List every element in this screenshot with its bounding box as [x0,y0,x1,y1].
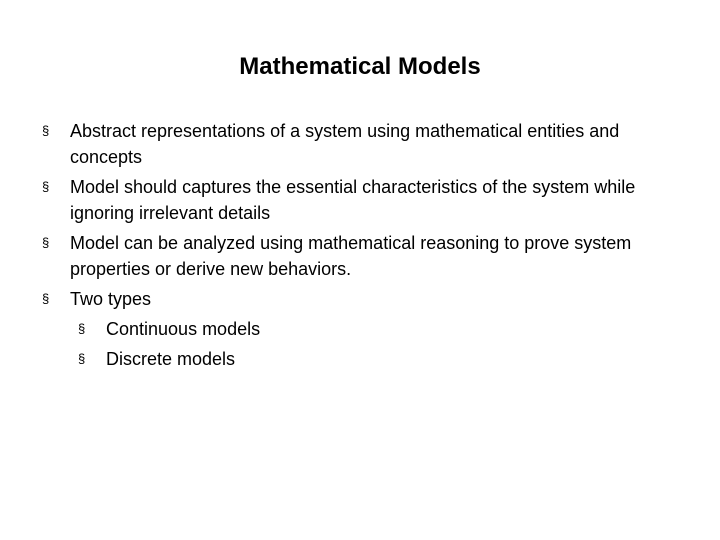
bullet-text: Model can be analyzed using mathematical reasoning to prove system properties or derive new behaviors. [70,233,632,279]
sub-bullet-text: Discrete models [106,349,236,369]
square-bullet-icon: § [78,351,86,366]
bullet-item [42,118,692,170]
bullet-item [42,286,692,372]
sub-bullet-text: Continuous models [106,319,261,339]
bullet-item [42,230,692,282]
sub-bullet-item [74,316,692,342]
bullet-text: Abstract representations of a system using mathematical entities and concepts [70,121,620,167]
bullet-text: Model should captures the essential characteristics of the system while ignoring irrelevant details [70,177,636,223]
slide-title: Mathematical Models [239,53,481,80]
bullet-text: Two types [70,289,152,309]
bullet-item [42,174,692,226]
square-bullet-icon: § [42,235,50,250]
sub-bullet-list [70,316,692,372]
bullet-list [42,118,692,376]
square-bullet-icon: § [42,179,50,194]
sub-bullet-item [74,346,692,372]
square-bullet-icon: § [42,123,50,138]
square-bullet-icon: § [78,321,86,336]
square-bullet-icon: § [42,291,50,306]
